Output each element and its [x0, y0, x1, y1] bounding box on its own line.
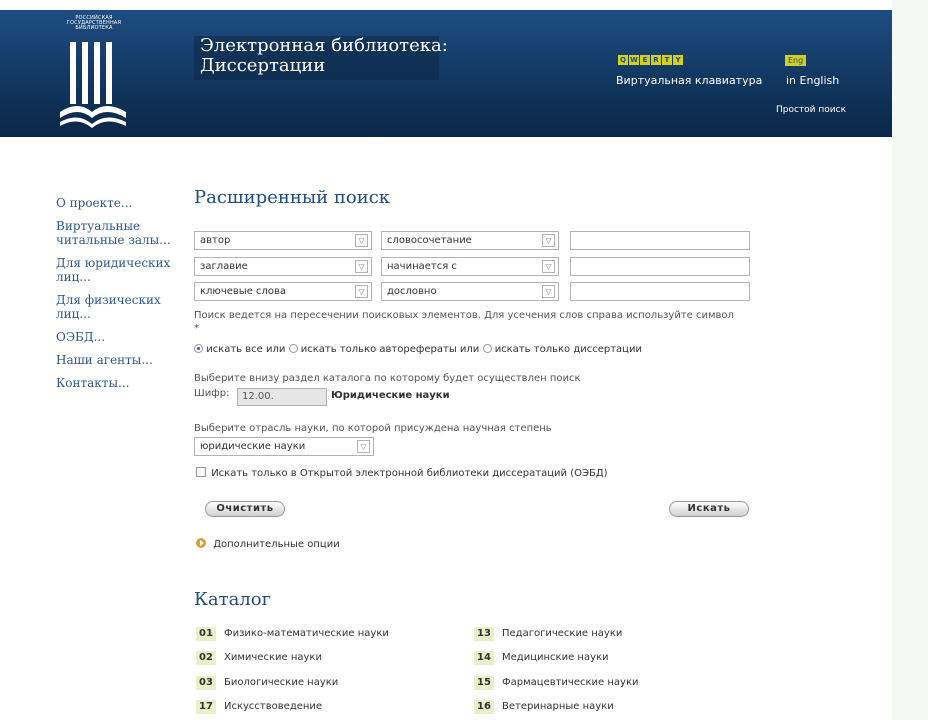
- qwerty-key: R: [651, 55, 661, 65]
- mode-select[interactable]: [381, 257, 559, 276]
- sidebar-item-agents[interactable]: Наши агенты...: [56, 353, 153, 367]
- sidebar-item-reading-rooms[interactable]: Виртуальные читальные залы...: [56, 219, 171, 247]
- catalog-item[interactable]: [196, 700, 322, 714]
- library-logo[interactable]: [58, 16, 130, 132]
- chevron-down-icon: ▽: [542, 260, 555, 273]
- radio-dissertations[interactable]: [483, 344, 492, 353]
- sidebar-item-oebd[interactable]: ОЭБД...: [56, 330, 106, 344]
- search-scope-radios: [194, 344, 642, 355]
- site-title-line1: Электронная библиотека:: [200, 35, 448, 56]
- radio-abstracts-label: искать только авторефераты или: [300, 344, 480, 355]
- catalog-code: 03: [196, 676, 216, 690]
- catalog-hint: Выберите внизу раздел каталога по которому будет осуществлен поиск: [194, 373, 581, 384]
- qwerty-key: Q: [618, 55, 628, 65]
- catalog-name: Физико-математические науки: [224, 628, 389, 639]
- page-title: Расширенный поиск: [194, 187, 391, 208]
- in-english-link[interactable]: in English: [786, 74, 840, 87]
- catalog-item[interactable]: [196, 627, 389, 641]
- field-select[interactable]: [194, 257, 372, 276]
- catalog-code: 02: [196, 651, 216, 665]
- chevron-down-icon: ▽: [542, 234, 555, 247]
- play-icon: [196, 538, 206, 548]
- sidebar-item-legal-entities[interactable]: Для юридических лиц...: [56, 256, 171, 284]
- field-select-value: автор: [200, 235, 231, 246]
- catalog-name: Искусствоведение: [224, 701, 323, 712]
- qwerty-key: E: [640, 55, 650, 65]
- search-term-input[interactable]: [570, 231, 750, 250]
- catalog-code: 13: [474, 627, 494, 641]
- search-term-input[interactable]: [570, 282, 750, 301]
- qwerty-key: Y: [673, 55, 683, 65]
- catalog-item[interactable]: [474, 627, 622, 641]
- mode-select-value: начинается с: [387, 261, 457, 272]
- sidebar-item-individuals[interactable]: Для физических лиц...: [56, 293, 161, 321]
- catalog-item[interactable]: [474, 676, 638, 690]
- catalog-code: 17: [196, 700, 216, 714]
- oebd-checkbox[interactable]: [196, 467, 206, 477]
- clear-button[interactable]: Очистить: [205, 501, 285, 517]
- book-columns-icon: [58, 38, 130, 132]
- catalog-title: Каталог: [194, 589, 272, 610]
- shifr-input: 12.00.: [237, 388, 327, 406]
- shifr-name: Юридические науки: [331, 390, 450, 401]
- site-title: [200, 36, 448, 76]
- oebd-checkbox-row: [196, 467, 608, 479]
- page-margin: [892, 0, 928, 720]
- catalog-code: 16: [474, 700, 494, 714]
- science-field-value: юридические науки: [200, 441, 306, 452]
- sidebar-item-about[interactable]: О проекте...: [56, 196, 133, 210]
- catalog-item[interactable]: [196, 651, 322, 665]
- radio-all-label: искать все или: [206, 344, 286, 355]
- radio-abstracts[interactable]: [289, 344, 298, 353]
- search-term-input[interactable]: [570, 257, 750, 276]
- field-select-value: ключевые слова: [200, 286, 287, 297]
- mode-select-value: дословно: [387, 286, 437, 297]
- qwerty-keyboard-icon[interactable]: [618, 55, 683, 65]
- catalog-item[interactable]: [196, 676, 338, 690]
- catalog-code: 14: [474, 651, 494, 665]
- catalog-item[interactable]: [474, 700, 614, 714]
- virtual-keyboard-link[interactable]: Виртуальная клавиатура: [616, 74, 763, 87]
- catalog-name: Педагогические науки: [502, 628, 623, 639]
- oebd-checkbox-label: Искать только в Открытой электронной библиотеки диссератаций (ОЭБД): [211, 468, 608, 479]
- simple-search-link[interactable]: Простой поиск: [776, 105, 847, 115]
- site-title-line2: Диссертации: [200, 55, 326, 76]
- mode-select[interactable]: [381, 282, 559, 301]
- catalog-name: Фармацевтические науки: [502, 677, 639, 688]
- sidebar-item-contacts[interactable]: Контакты...: [56, 376, 130, 390]
- qwerty-key: T: [662, 55, 672, 65]
- search-hint: Поиск ведется на пересечении поисковых элементов. Для усечения слов справа используйте символ *: [194, 310, 734, 334]
- catalog-code: 01: [196, 627, 216, 641]
- catalog-name: Биологические науки: [224, 677, 339, 688]
- mode-select-value: словосочетание: [387, 235, 472, 246]
- shifr-row: [194, 388, 450, 402]
- logo-text: РОССИЙСКАЯ ГОСУДАРСТВЕННАЯ БИБЛИОТЕКА: [66, 15, 122, 31]
- site-header: [0, 10, 892, 137]
- chevron-down-icon: ▽: [355, 260, 368, 273]
- field-select[interactable]: [194, 231, 372, 250]
- sidebar-nav: [56, 196, 176, 399]
- field-select[interactable]: [194, 282, 372, 301]
- science-field-select[interactable]: [194, 437, 374, 456]
- radio-all[interactable]: [194, 344, 203, 353]
- catalog-name: Ветеринарные науки: [502, 701, 614, 712]
- qwerty-key: W: [630, 56, 638, 64]
- more-options-link[interactable]: [196, 538, 340, 550]
- science-field-hint: Выберите отрасль науки, по которой присуждена научная степень: [194, 423, 552, 434]
- shifr-label: Шифр:: [194, 388, 230, 399]
- search-button[interactable]: Искать: [669, 501, 749, 517]
- eng-badge[interactable]: Eng: [785, 55, 806, 66]
- catalog-item[interactable]: [474, 651, 609, 665]
- catalog-code: 15: [474, 676, 494, 690]
- more-options-label: Дополнительные опции: [213, 539, 340, 550]
- catalog-name: Химические науки: [224, 652, 322, 663]
- chevron-down-icon: ▽: [357, 440, 370, 453]
- mode-select[interactable]: [381, 231, 559, 250]
- chevron-down-icon: ▽: [355, 234, 368, 247]
- radio-dissertations-label: искать только диссертации: [494, 344, 642, 355]
- field-select-value: заглавие: [200, 261, 248, 272]
- chevron-down-icon: ▽: [542, 285, 555, 298]
- chevron-down-icon: ▽: [355, 285, 368, 298]
- catalog-name: Медицинские науки: [502, 652, 609, 663]
